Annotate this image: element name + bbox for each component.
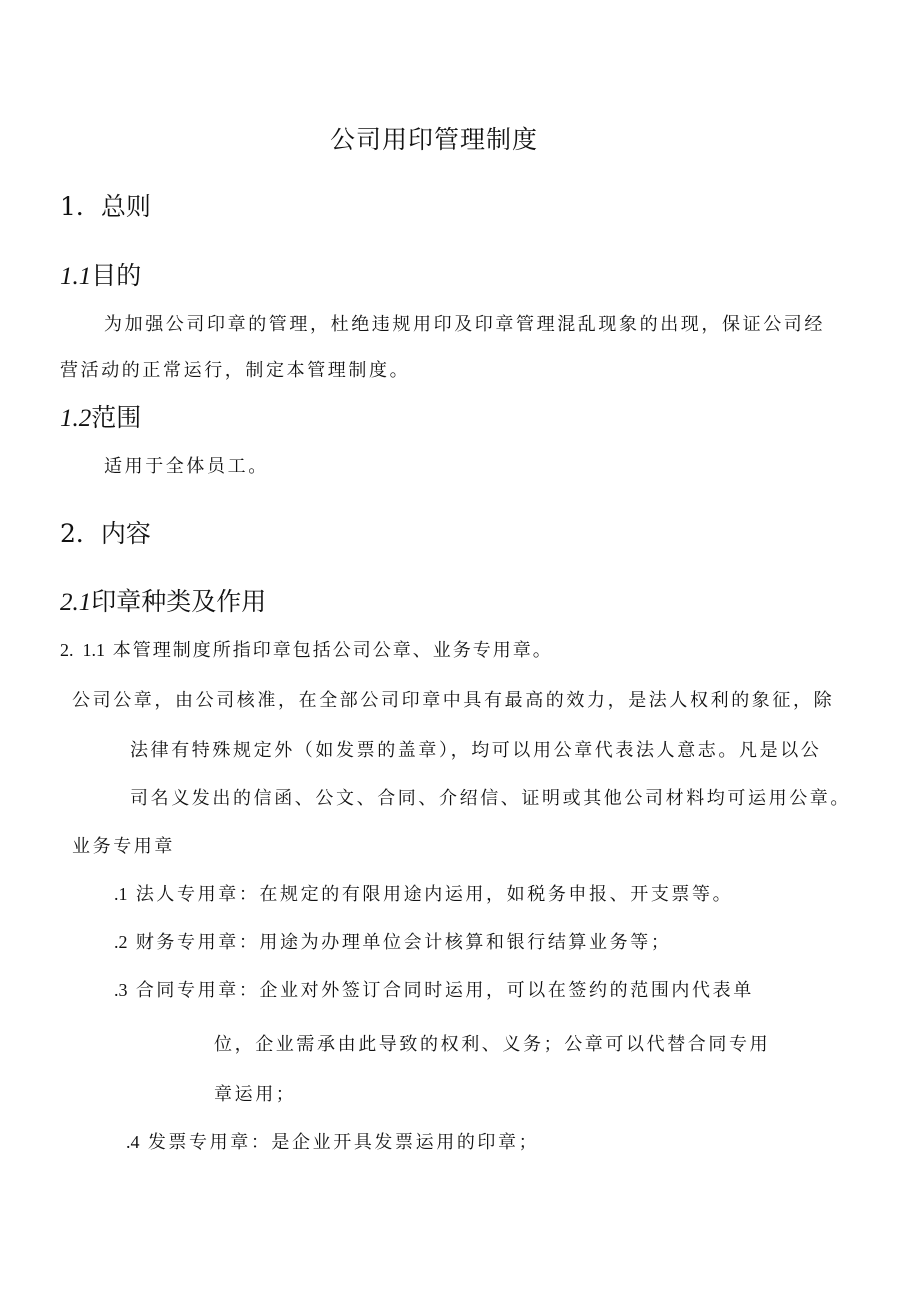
section-1-1-heading <box>60 256 141 292</box>
section-2-1-heading <box>60 582 266 618</box>
sub-item-3-text: 合同专用章：企业对外签订合同时运用，可以在签约的范围内代表单 <box>135 980 754 1001</box>
sub-item-3-continuation-1: 位，企业需承由此导致的权利、义务；公章可以代替合同专用 <box>214 1034 771 1055</box>
section-2-label: 内容 <box>100 519 151 548</box>
section-2-1-number: 2.1 <box>60 589 92 616</box>
section-1-1-label: 目的 <box>91 261 142 290</box>
sub-item-2-text: 财务专用章：用途为办理单位会计核算和银行结算业务等； <box>135 932 672 953</box>
company-seal-line-2: 法律有特殊规定外（如发票的盖章），均可以用公章代表法人意志。凡是以公 <box>130 740 822 761</box>
business-seal-heading: 业务专用章 <box>72 836 175 857</box>
sub-item-3-number: .3 <box>114 980 128 1000</box>
purpose-paragraph-line-1: 为加强公司印章的管理，杜绝违规用印及印章管理混乱现象的出现，保证公司经 <box>104 314 825 335</box>
section-1-1-number: 1.1 <box>60 263 92 290</box>
sub-item-2-number: .2 <box>114 932 128 952</box>
section-1-label: 总则 <box>100 192 151 221</box>
sub-item-3-continuation-2: 章运用； <box>214 1084 297 1105</box>
purpose-paragraph-line-2: 营活动的正常运行，制定本管理制度。 <box>60 360 411 381</box>
sub-item-1 <box>114 880 733 906</box>
company-seal-line-1: 公司公章，由公司核准，在全部公司印章中具有最高的效力，是法人权利的象征，除 <box>72 690 835 711</box>
item-2-1-1-number: 2. 1.1 <box>60 640 105 660</box>
scope-paragraph: 适用于全体员工。 <box>104 456 269 477</box>
sub-item-4 <box>126 1128 539 1154</box>
sub-item-4-text: 发票专用章：是企业开具发票运用的印章； <box>147 1132 540 1153</box>
sub-item-3 <box>114 976 754 1002</box>
sub-item-2 <box>114 928 671 954</box>
sub-item-4-number: .4 <box>126 1132 140 1152</box>
section-1-2-heading <box>60 398 141 434</box>
section-1-heading <box>60 187 151 223</box>
company-seal-line-3: 司名义发出的信函、公文、合同、介绍信、证明或其他公司材料均可运用公章。 <box>130 788 851 809</box>
section-1-number: 1． <box>60 192 101 221</box>
sub-item-1-text: 法人专用章：在规定的有限用途内运用，如税务申报、开支票等。 <box>135 884 734 905</box>
document-title: 公司用印管理制度 <box>329 125 538 154</box>
section-2-number: 2． <box>60 519 101 548</box>
sub-item-1-number: .1 <box>114 884 128 904</box>
item-2-1-1-text: 本管理制度所指印章包括公司公章、业务专用章。 <box>112 640 553 661</box>
item-2-1-1 <box>60 636 553 662</box>
section-2-1-label: 印章种类及作用 <box>91 587 267 616</box>
section-1-2-label: 范围 <box>91 403 142 432</box>
section-2-heading <box>60 514 151 550</box>
section-1-2-number: 1.2 <box>60 405 92 432</box>
